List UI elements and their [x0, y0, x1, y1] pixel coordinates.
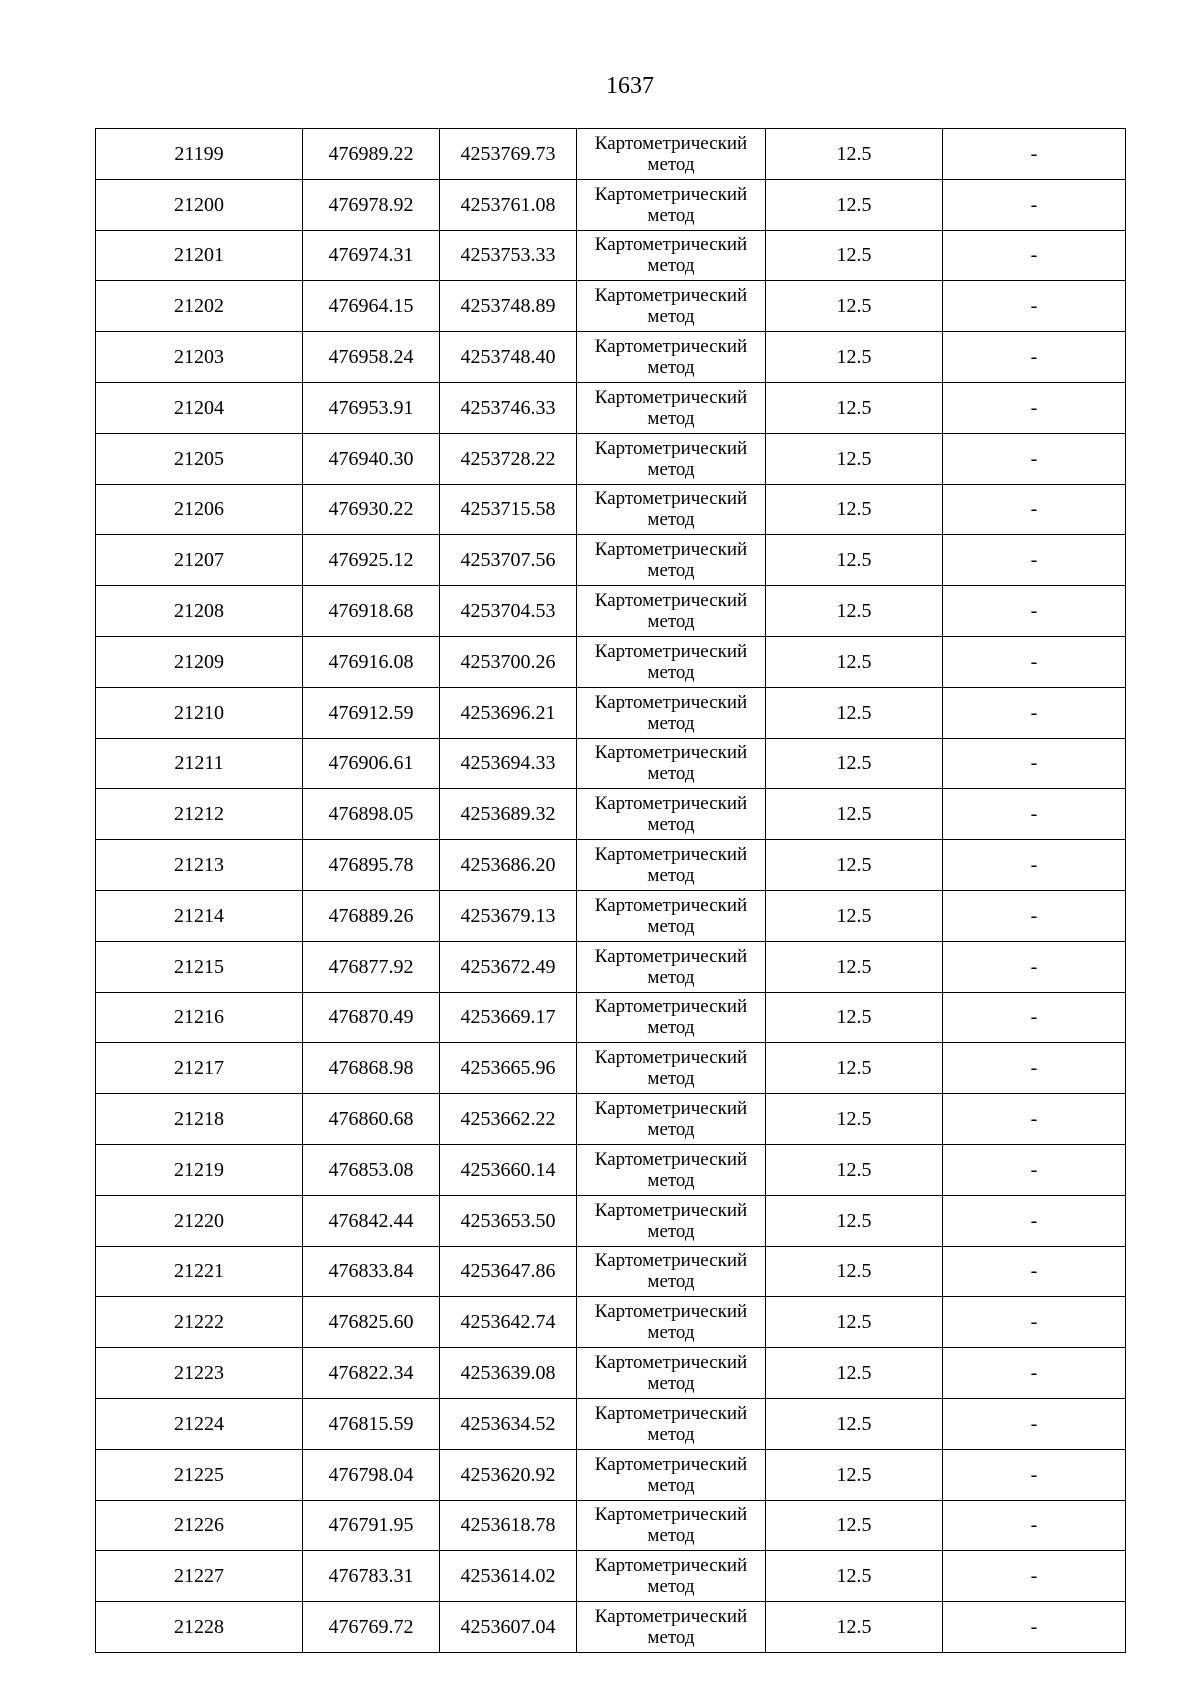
method-cell: [577, 941, 766, 992]
y-coordinate-cell: 4253686.20: [440, 840, 577, 891]
x-coordinate-cell: 476912.59: [303, 687, 440, 738]
accuracy-cell: 12.5: [766, 230, 943, 281]
y-coordinate-cell: 4253669.17: [440, 992, 577, 1043]
y-coordinate-cell: 4253689.32: [440, 789, 577, 840]
y-coordinate-cell: 4253607.04: [440, 1602, 577, 1653]
accuracy-cell: 12.5: [766, 687, 943, 738]
x-coordinate-cell: 476860.68: [303, 1094, 440, 1145]
x-coordinate-cell: 476868.98: [303, 1043, 440, 1094]
method-cell: [577, 789, 766, 840]
accuracy-cell: 12.5: [766, 1449, 943, 1500]
method-line-1: Картометрический: [594, 1098, 748, 1120]
method-cell: [577, 890, 766, 941]
method-line-2: метод: [647, 763, 695, 785]
x-coordinate-cell: 476791.95: [303, 1500, 440, 1551]
note-cell: -: [943, 1398, 1126, 1449]
table-row: [96, 789, 1126, 840]
method-cell: [577, 179, 766, 230]
method-line-2: метод: [647, 1322, 695, 1344]
accuracy-cell: 12.5: [766, 890, 943, 941]
accuracy-cell: 12.5: [766, 129, 943, 180]
method-cell: [577, 1551, 766, 1602]
method-line-1: Картометрический: [594, 437, 748, 459]
table-row: [96, 992, 1126, 1043]
note-cell: -: [943, 535, 1126, 586]
y-coordinate-cell: 4253634.52: [440, 1398, 577, 1449]
method-line-1: Картометрический: [594, 132, 748, 154]
method-line-1: Картометрический: [594, 996, 748, 1018]
x-coordinate-cell: 476853.08: [303, 1144, 440, 1195]
y-coordinate-cell: 4253662.22: [440, 1094, 577, 1145]
accuracy-cell: 12.5: [766, 941, 943, 992]
table-row: [96, 1449, 1126, 1500]
point-number-cell: 21214: [96, 890, 303, 941]
accuracy-cell: 12.5: [766, 1348, 943, 1399]
point-number-cell: 21199: [96, 129, 303, 180]
note-cell: -: [943, 1195, 1126, 1246]
point-number-cell: 21223: [96, 1348, 303, 1399]
note-cell: -: [943, 1246, 1126, 1297]
method-line-2: метод: [647, 661, 695, 683]
table-row: [96, 1043, 1126, 1094]
method-line-2: метод: [647, 865, 695, 887]
method-cell: [577, 636, 766, 687]
table-row: [96, 1195, 1126, 1246]
accuracy-cell: 12.5: [766, 1500, 943, 1551]
method-line-1: Картометрический: [594, 1148, 748, 1170]
note-cell: -: [943, 636, 1126, 687]
y-coordinate-cell: 4253746.33: [440, 382, 577, 433]
y-coordinate-cell: 4253704.53: [440, 586, 577, 637]
accuracy-cell: 12.5: [766, 382, 943, 433]
method-cell: [577, 433, 766, 484]
method-cell: [577, 1398, 766, 1449]
method-line-1: Картометрический: [594, 1402, 748, 1424]
x-coordinate-cell: 476940.30: [303, 433, 440, 484]
method-line-1: Картометрический: [594, 844, 748, 866]
note-cell: -: [943, 382, 1126, 433]
note-cell: -: [943, 433, 1126, 484]
method-line-1: Картометрический: [594, 1555, 748, 1577]
method-line-1: Картометрический: [594, 539, 748, 561]
method-line-2: метод: [647, 560, 695, 582]
method-line-1: Картометрический: [594, 1352, 748, 1374]
y-coordinate-cell: 4253694.33: [440, 738, 577, 789]
table-row: [96, 484, 1126, 535]
y-coordinate-cell: 4253639.08: [440, 1348, 577, 1399]
method-line-1: Картометрический: [594, 590, 748, 612]
point-number-cell: 21221: [96, 1246, 303, 1297]
y-coordinate-cell: 4253696.21: [440, 687, 577, 738]
method-line-2: метод: [647, 1119, 695, 1141]
note-cell: -: [943, 332, 1126, 383]
note-cell: -: [943, 230, 1126, 281]
method-line-2: метод: [647, 966, 695, 988]
accuracy-cell: 12.5: [766, 433, 943, 484]
point-number-cell: 21215: [96, 941, 303, 992]
method-line-2: метод: [647, 1068, 695, 1090]
method-line-1: Картометрический: [594, 1453, 748, 1475]
table-row: [96, 1348, 1126, 1399]
method-line-1: Картометрический: [594, 336, 748, 358]
y-coordinate-cell: 4253653.50: [440, 1195, 577, 1246]
note-cell: -: [943, 1551, 1126, 1602]
method-cell: [577, 230, 766, 281]
x-coordinate-cell: 476958.24: [303, 332, 440, 383]
method-cell: [577, 1195, 766, 1246]
method-line-2: метод: [647, 153, 695, 175]
table-row: [96, 433, 1126, 484]
method-line-1: Картометрический: [594, 1199, 748, 1221]
method-line-1: Картометрический: [594, 1047, 748, 1069]
note-cell: -: [943, 941, 1126, 992]
accuracy-cell: 12.5: [766, 789, 943, 840]
table-row: [96, 1398, 1126, 1449]
table-row: [96, 382, 1126, 433]
note-cell: -: [943, 890, 1126, 941]
note-cell: -: [943, 1348, 1126, 1399]
method-line-2: метод: [647, 255, 695, 277]
point-number-cell: 21206: [96, 484, 303, 535]
table-row: [96, 230, 1126, 281]
accuracy-cell: 12.5: [766, 840, 943, 891]
note-cell: -: [943, 1297, 1126, 1348]
x-coordinate-cell: 476842.44: [303, 1195, 440, 1246]
accuracy-cell: 12.5: [766, 281, 943, 332]
method-line-2: метод: [647, 1423, 695, 1445]
method-line-1: Картометрический: [594, 386, 748, 408]
method-cell: [577, 281, 766, 332]
point-number-cell: 21218: [96, 1094, 303, 1145]
point-number-cell: 21205: [96, 433, 303, 484]
table-row: [96, 332, 1126, 383]
y-coordinate-cell: 4253728.22: [440, 433, 577, 484]
table-row: [96, 1144, 1126, 1195]
y-coordinate-cell: 4253620.92: [440, 1449, 577, 1500]
method-line-2: метод: [647, 1474, 695, 1496]
note-cell: -: [943, 1094, 1126, 1145]
y-coordinate-cell: 4253769.73: [440, 129, 577, 180]
x-coordinate-cell: 476898.05: [303, 789, 440, 840]
y-coordinate-cell: 4253700.26: [440, 636, 577, 687]
y-coordinate-cell: 4253748.89: [440, 281, 577, 332]
page-number: 1637: [606, 73, 654, 99]
method-cell: [577, 1602, 766, 1653]
table-row: [96, 941, 1126, 992]
method-line-2: метод: [647, 712, 695, 734]
method-line-2: метод: [647, 1627, 695, 1648]
method-line-2: метод: [647, 1525, 695, 1547]
method-line-1: Картометрический: [594, 742, 748, 764]
y-coordinate-cell: 4253715.58: [440, 484, 577, 535]
method-line-2: метод: [647, 1576, 695, 1598]
method-line-2: метод: [647, 814, 695, 836]
x-coordinate-cell: 476815.59: [303, 1398, 440, 1449]
note-cell: -: [943, 789, 1126, 840]
table-row: [96, 687, 1126, 738]
method-line-2: метод: [647, 306, 695, 328]
table-row: [96, 636, 1126, 687]
point-number-cell: 21227: [96, 1551, 303, 1602]
method-line-1: Картометрический: [594, 234, 748, 256]
method-cell: [577, 586, 766, 637]
accuracy-cell: 12.5: [766, 1195, 943, 1246]
note-cell: -: [943, 840, 1126, 891]
accuracy-cell: 12.5: [766, 1398, 943, 1449]
y-coordinate-cell: 4253665.96: [440, 1043, 577, 1094]
y-coordinate-cell: 4253642.74: [440, 1297, 577, 1348]
method-line-1: Картометрический: [594, 488, 748, 510]
accuracy-cell: 12.5: [766, 179, 943, 230]
method-cell: [577, 1500, 766, 1551]
accuracy-cell: 12.5: [766, 1043, 943, 1094]
accuracy-cell: 12.5: [766, 1297, 943, 1348]
method-line-1: Картометрический: [594, 793, 748, 815]
method-line-2: метод: [647, 611, 695, 633]
y-coordinate-cell: 4253679.13: [440, 890, 577, 941]
x-coordinate-cell: 476989.22: [303, 129, 440, 180]
point-number-cell: 21225: [96, 1449, 303, 1500]
table-row: [96, 535, 1126, 586]
note-cell: -: [943, 1602, 1126, 1653]
x-coordinate-cell: 476925.12: [303, 535, 440, 586]
method-cell: [577, 382, 766, 433]
x-coordinate-cell: 476825.60: [303, 1297, 440, 1348]
method-line-2: метод: [647, 1017, 695, 1039]
x-coordinate-cell: 476783.31: [303, 1551, 440, 1602]
point-number-cell: 21207: [96, 535, 303, 586]
method-line-1: Картометрический: [594, 1250, 748, 1272]
note-cell: -: [943, 1043, 1126, 1094]
method-cell: [577, 535, 766, 586]
method-line-1: Картометрический: [594, 691, 748, 713]
note-cell: -: [943, 1500, 1126, 1551]
method-cell: [577, 1297, 766, 1348]
method-line-1: Картометрический: [594, 285, 748, 307]
point-number-cell: 21201: [96, 230, 303, 281]
method-line-1: Картометрический: [594, 183, 748, 205]
table-row: [96, 281, 1126, 332]
method-line-2: метод: [647, 915, 695, 937]
x-coordinate-cell: 476798.04: [303, 1449, 440, 1500]
accuracy-cell: 12.5: [766, 1551, 943, 1602]
method-cell: [577, 1043, 766, 1094]
note-cell: -: [943, 179, 1126, 230]
accuracy-cell: 12.5: [766, 1144, 943, 1195]
point-number-cell: 21224: [96, 1398, 303, 1449]
point-number-cell: 21212: [96, 789, 303, 840]
point-number-cell: 21226: [96, 1500, 303, 1551]
table-row: [96, 1297, 1126, 1348]
method-cell: [577, 1094, 766, 1145]
table-row: [96, 840, 1126, 891]
accuracy-cell: 12.5: [766, 586, 943, 637]
method-line-2: метод: [647, 357, 695, 379]
point-number-cell: 21222: [96, 1297, 303, 1348]
point-number-cell: 21204: [96, 382, 303, 433]
table-row: [96, 586, 1126, 637]
method-line-1: Картометрический: [594, 1504, 748, 1526]
point-number-cell: 21202: [96, 281, 303, 332]
note-cell: -: [943, 484, 1126, 535]
point-number-cell: 21217: [96, 1043, 303, 1094]
x-coordinate-cell: 476930.22: [303, 484, 440, 535]
x-coordinate-cell: 476833.84: [303, 1246, 440, 1297]
coordinates-table-body: [96, 129, 1126, 1653]
method-cell: [577, 129, 766, 180]
point-number-cell: 21208: [96, 586, 303, 637]
method-cell: [577, 484, 766, 535]
method-line-1: Картометрический: [594, 1606, 748, 1627]
method-line-1: Картометрический: [594, 945, 748, 967]
x-coordinate-cell: 476906.61: [303, 738, 440, 789]
point-number-cell: 21228: [96, 1602, 303, 1653]
table-row: [96, 738, 1126, 789]
x-coordinate-cell: 476870.49: [303, 992, 440, 1043]
x-coordinate-cell: 476877.92: [303, 941, 440, 992]
accuracy-cell: 12.5: [766, 1602, 943, 1653]
method-line-2: метод: [647, 509, 695, 531]
method-line-1: Картометрический: [594, 894, 748, 916]
accuracy-cell: 12.5: [766, 1094, 943, 1145]
point-number-cell: 21200: [96, 179, 303, 230]
accuracy-cell: 12.5: [766, 636, 943, 687]
table-row: [96, 179, 1126, 230]
method-cell: [577, 1348, 766, 1399]
method-cell: [577, 1144, 766, 1195]
accuracy-cell: 12.5: [766, 484, 943, 535]
method-cell: [577, 1449, 766, 1500]
x-coordinate-cell: 476769.72: [303, 1602, 440, 1653]
method-cell: [577, 1246, 766, 1297]
coordinates-table: [95, 128, 1126, 1653]
note-cell: -: [943, 1449, 1126, 1500]
accuracy-cell: 12.5: [766, 992, 943, 1043]
method-cell: [577, 738, 766, 789]
y-coordinate-cell: 4253748.40: [440, 332, 577, 383]
y-coordinate-cell: 4253707.56: [440, 535, 577, 586]
point-number-cell: 21216: [96, 992, 303, 1043]
note-cell: -: [943, 281, 1126, 332]
x-coordinate-cell: 476918.68: [303, 586, 440, 637]
method-line-1: Картометрический: [594, 640, 748, 662]
y-coordinate-cell: 4253660.14: [440, 1144, 577, 1195]
y-coordinate-cell: 4253647.86: [440, 1246, 577, 1297]
x-coordinate-cell: 476974.31: [303, 230, 440, 281]
x-coordinate-cell: 476978.92: [303, 179, 440, 230]
method-line-2: метод: [647, 1220, 695, 1242]
x-coordinate-cell: 476964.15: [303, 281, 440, 332]
method-cell: [577, 687, 766, 738]
method-cell: [577, 332, 766, 383]
x-coordinate-cell: 476895.78: [303, 840, 440, 891]
table-row: [96, 890, 1126, 941]
x-coordinate-cell: 476916.08: [303, 636, 440, 687]
note-cell: -: [943, 1144, 1126, 1195]
accuracy-cell: 12.5: [766, 1246, 943, 1297]
note-cell: -: [943, 129, 1126, 180]
accuracy-cell: 12.5: [766, 535, 943, 586]
point-number-cell: 21209: [96, 636, 303, 687]
y-coordinate-cell: 4253761.08: [440, 179, 577, 230]
accuracy-cell: 12.5: [766, 738, 943, 789]
table-row: [96, 129, 1126, 180]
x-coordinate-cell: 476822.34: [303, 1348, 440, 1399]
method-line-2: метод: [647, 204, 695, 226]
method-line-2: метод: [647, 1271, 695, 1293]
y-coordinate-cell: 4253614.02: [440, 1551, 577, 1602]
note-cell: -: [943, 738, 1126, 789]
point-number-cell: 21211: [96, 738, 303, 789]
table-row: [96, 1094, 1126, 1145]
point-number-cell: 21219: [96, 1144, 303, 1195]
method-cell: [577, 840, 766, 891]
y-coordinate-cell: 4253753.33: [440, 230, 577, 281]
x-coordinate-cell: 476953.91: [303, 382, 440, 433]
table-row: [96, 1500, 1126, 1551]
method-line-2: метод: [647, 458, 695, 480]
method-line-2: метод: [647, 1169, 695, 1191]
accuracy-cell: 12.5: [766, 332, 943, 383]
method-line-2: метод: [647, 1373, 695, 1395]
method-line-1: Картометрический: [594, 1301, 748, 1323]
table-row: [96, 1551, 1126, 1602]
table-row: [96, 1602, 1126, 1653]
point-number-cell: 21203: [96, 332, 303, 383]
table-row: [96, 1246, 1126, 1297]
x-coordinate-cell: 476889.26: [303, 890, 440, 941]
method-cell: [577, 992, 766, 1043]
method-line-2: метод: [647, 407, 695, 429]
note-cell: -: [943, 586, 1126, 637]
y-coordinate-cell: 4253618.78: [440, 1500, 577, 1551]
point-number-cell: 21210: [96, 687, 303, 738]
point-number-cell: 21213: [96, 840, 303, 891]
y-coordinate-cell: 4253672.49: [440, 941, 577, 992]
point-number-cell: 21220: [96, 1195, 303, 1246]
note-cell: -: [943, 992, 1126, 1043]
note-cell: -: [943, 687, 1126, 738]
